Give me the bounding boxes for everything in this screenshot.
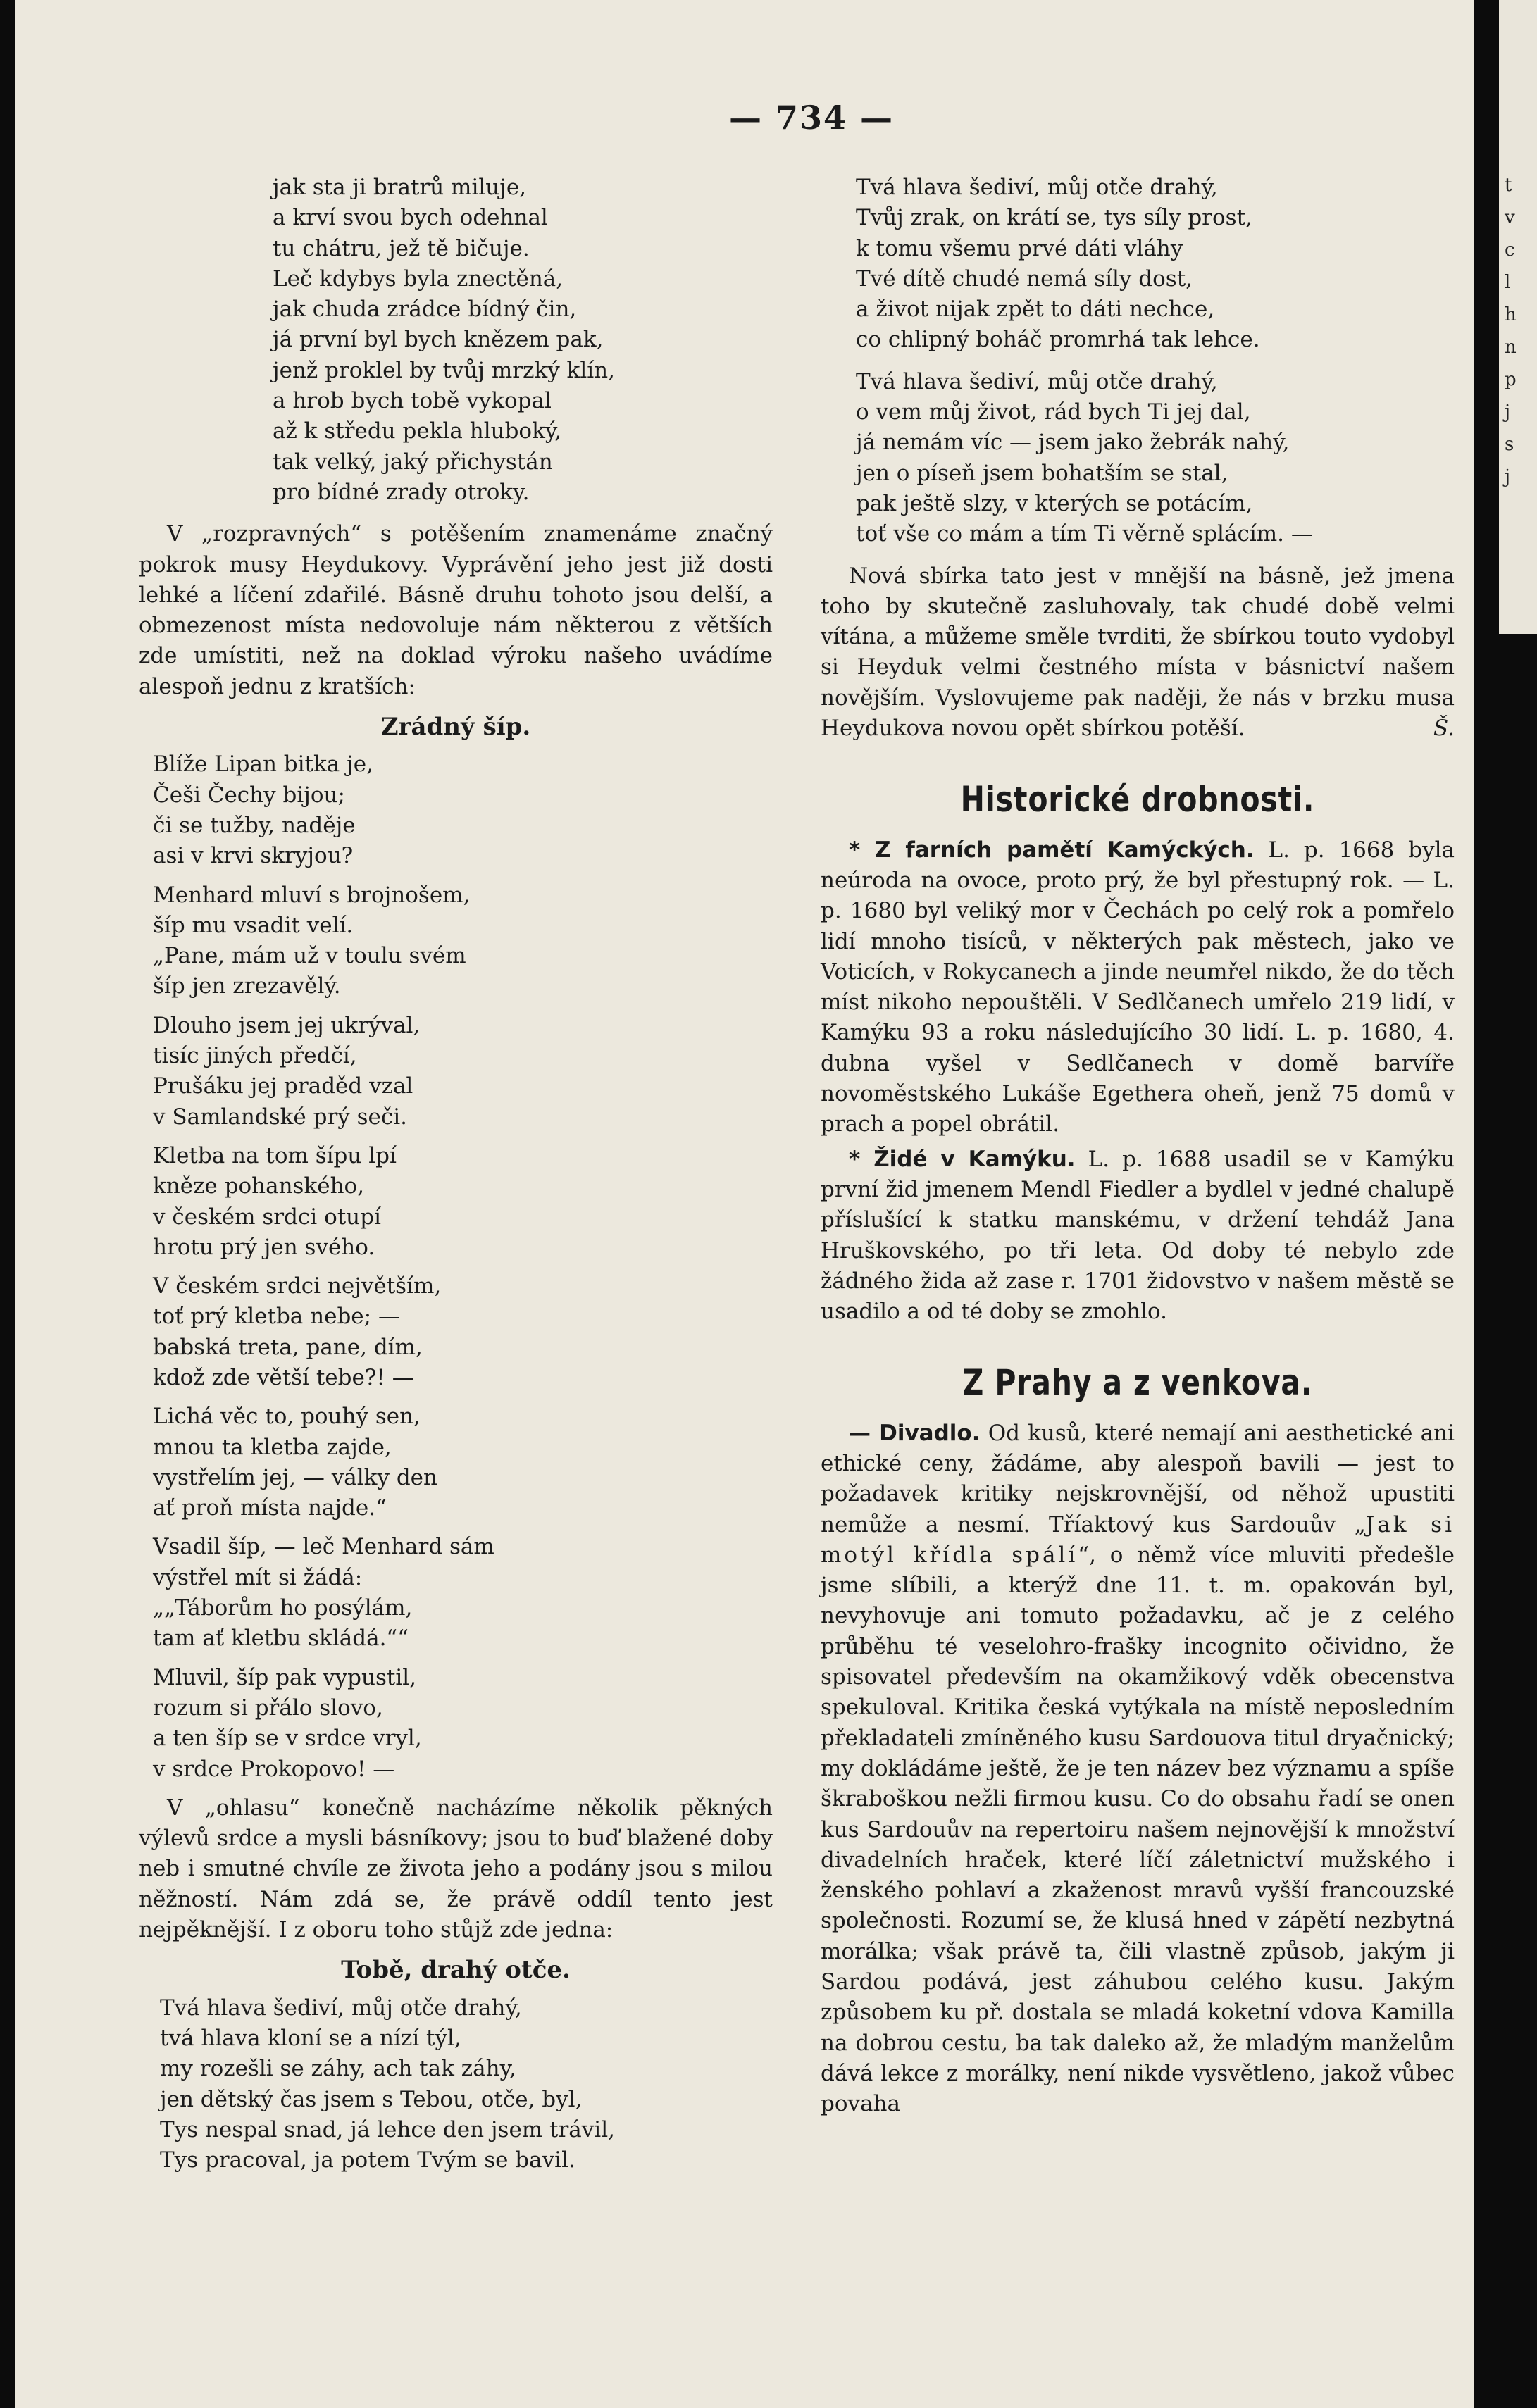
poem-stanza <box>139 1271 773 1393</box>
verse-line: Tys nespal snad, já lehce den jsem trávil, <box>160 2116 615 2142</box>
poem-stanza <box>139 1402 773 1523</box>
poem-continuation <box>821 367 1455 550</box>
poem-stanza <box>139 1663 773 1785</box>
verse-line: „„Táborům ho posýlám, <box>153 1595 413 1621</box>
verse-line: jak sta ji bratrů miluje, <box>273 175 527 200</box>
verse-line: Prušáku jej praděd vzal <box>153 1073 413 1099</box>
verse-line: jen o píseň jsem bohatším se stal, <box>856 460 1228 486</box>
poem-stanza <box>139 1141 773 1263</box>
verse-line: k tomu všemu prvé dáti vláhy <box>856 235 1183 261</box>
right-column <box>821 173 1455 2124</box>
author-signature: Š. <box>1433 716 1455 742</box>
verse-line: šíp mu vsadit velí. <box>153 912 354 938</box>
poem-zradny-sip <box>139 749 773 1785</box>
verse-line: my rozešli se záhy, ach tak záhy, <box>160 2056 516 2082</box>
item-text: L. p. 1668 byla neúroda na ovoce, proto prý, že byl přestupný rok. — L. p. 1680 byl veliký mor v Čechách po celý rok a pomřelo lidí mnoho tisíců, v některých pak městech, jako ve Voticích, v Rokycanech a jinde neumřel nikdo, že do těch míst nikoho nepouštěli. V Sedlčanech umřelo 219 lidí, v Kamýku 93 a roku následujícího 30 lidí. L. p. 1680, 4. dubna vyšel v Sedlčanech v domě barvíře novoměstského Lukáše Egethera oheň, jenž 75 domů v prach a popel obrátil. <box>821 837 1455 1137</box>
verse-line: Češi Čechy bijou; <box>153 782 345 808</box>
verse-line: v českém srdci otupí <box>153 1204 381 1230</box>
verse-line: Tys pracoval, ja potem Tvým se bavil. <box>160 2147 575 2173</box>
verse-line: Tvá hlava šediví, můj otče drahý, <box>856 175 1218 200</box>
play-title: Jak si motýl křídla spálí <box>821 1511 1455 1568</box>
section-heading-z-prahy-a-z-venkova: Z Prahy a z venkova. <box>962 1362 1313 1404</box>
verse-line: Mluvil, šíp pak vypustil, <box>153 1664 417 1690</box>
verse-line: tam ať kletbu skládá.““ <box>153 1626 409 1652</box>
verse-line: a hrob bych tobě vykopal <box>273 388 552 414</box>
verse-line: Vsadil šíp, — leč Menhard sám <box>153 1534 494 1560</box>
verse-line: tvá hlava kloní se a nízí týl, <box>160 2025 461 2051</box>
verse-line: Tvůj zrak, on krátí se, tys síly prost, <box>856 205 1252 231</box>
fragment-letter: p <box>1505 369 1517 390</box>
verse-line: tak velký, jaký přichystán <box>273 449 553 475</box>
poem-stanza <box>139 1011 773 1133</box>
poem-stanza <box>139 1532 773 1654</box>
verse-line: až k středu pekla hluboký, <box>273 418 562 444</box>
verse-line: toť vše co mám a tím Ti věrně splácím. — <box>856 521 1313 547</box>
poem-stanza <box>139 749 773 871</box>
history-item <box>821 835 1455 1140</box>
verse-line: já první byl bych knězem pak, <box>273 327 604 353</box>
verse-line: jak chuda zrádce bídný čin, <box>273 297 577 323</box>
verse-line: jenž proklel by tvůj mrzký klín, <box>273 357 615 383</box>
history-item <box>821 1144 1455 1328</box>
fragment-letter: v <box>1505 207 1515 228</box>
verse-line: tisíc jiných předčí, <box>153 1043 357 1069</box>
verse-line: jen dětský čas jsem s Tebou, otče, byl, <box>160 2086 583 2112</box>
verse-line: Tvá hlava šediví, můj otče drahý, <box>856 368 1218 394</box>
article-text: Od kusů, které nemají ani aesthetické ani ethické ceny, žádáme, aby alespoň bavili — jest to požadavek kritiky nejskrovnější, od něhož upustiti nemůže a nesmí. Tříaktový kus Sardouův „ <box>821 1420 1455 1537</box>
verse-line: či se tužby, naděje <box>153 812 356 838</box>
verse-line: Tvá hlava šediví, můj otče drahý, <box>160 1995 522 2021</box>
verse-line: šíp jen zrezavělý. <box>153 973 341 999</box>
fragment-letter: j <box>1505 466 1511 487</box>
verse-line: co chlipný boháč promrhá tak lehce. <box>856 327 1260 353</box>
review-paragraph <box>821 561 1455 744</box>
verse-line: a krví svou bych odehnal <box>273 205 548 231</box>
article-text: “, o němž více mluviti předešle jsme slíbili, a kterýž dne 11. t. m. opakován byl, nevyhovuje ani tomuto požadavku, ač je z celého průběhu té veselohro-frašky incognito očividno, že spisovatel především na okamžikový vděk obecenstva spekuloval. Kritika česká vytýkala na místě neposledním překladateli zmíněného kusu Sardouova titul dryačnický; my dokládáme ještě, že je ten název bez významu a spíše škraboškou nežli firmou kusu. Co do obsahu řadí se onen kus Sardouův na repertoiru našem nejnovější k množství divadelních hraček, které líčí záletnictví mužského i ženského pohlaví a zkaženost mravů vyšší francouzské společnosti. Rozumí se, že klusá hned v zápětí nezbytná morálka; však právě ta, čili vlastně způsob, jakým ji Sardou podává, jest záhubou celého kusu. Jakým způsobem ku př. dostala se mladá koketní vdova Kamilla na dobrou cestu, ba tak daleko až, že mladým manželům dává lekce z morálky, není nikde vysvětleno, jakož vůbec povaha <box>821 1542 1455 2117</box>
fragment-letter: t <box>1505 175 1512 196</box>
verse-line: toť prý kletba nebe; — <box>153 1304 400 1330</box>
page-number: — 734 — <box>728 99 895 137</box>
verse-line: Kletba na tom šípu lpí <box>153 1142 397 1168</box>
verse-line: „Pane, mám už v toulu svém <box>153 943 466 969</box>
verse-line: já nemám víc — jsem jako žebrák nahý, <box>856 430 1290 456</box>
verse-line: výstřel mít si žádá: <box>153 1564 363 1590</box>
fragment-letter: s <box>1505 434 1514 455</box>
verse-line: kněze pohanského, <box>153 1173 365 1199</box>
review-paragraph: V „rozpravných“ s potěšením znamenáme značný pokrok musy Heydukovy. Vyprávění jeho jest již dosti lehké a líčení zdařilé. Básně druhu tohoto jsou delší, a obmezenost místa nedovoluje nám některou z větších zde umístiti, než na doklad výroku našeho uvádíme alespoň jednu z kratších: <box>139 521 773 699</box>
verse-line: v Samlandské prý seči. <box>153 1104 407 1130</box>
verse-line: asi v krvi skryjou? <box>153 843 354 869</box>
verse-line: v srdce Prokopovo! — <box>153 1756 395 1782</box>
verse-line: kdož zde větší tebe?! — <box>153 1364 414 1390</box>
review-paragraph: V „ohlasu“ konečně nacházíme několik pěkných výlevů srdce a mysli básníkovy; jsou to buď blažené doby neb i smutné chvíle ze života jeho a podány jsou s milou něžností. Nám zdá se, že právě oddíl tento jest nejpěknější. I z oboru toho stůjž zde jedna: <box>139 1795 773 1943</box>
verse-line: vystřelím jej, — války den <box>153 1464 437 1490</box>
review-text: Nová sbírka tato jest v mnější na básně, jež jmena toho by skutečně zasluhovaly, tak chudé době velmi vítána, a můžeme směle tvrditi, že sbírkou touto vydobyl si Heyduk velmi čestného místa v básnictví našem novějším. Vyslovujeme pak naději, že nás v brzku musa Heydukova novou opět sbírkou potěší. <box>821 563 1455 742</box>
verse-line: hrotu prý jen svého. <box>153 1234 375 1260</box>
fragment-letter: l <box>1505 272 1511 293</box>
verse-line: a ten šíp se v srdce vryl, <box>153 1726 422 1752</box>
verse-line: ať proň místa najde.“ <box>153 1495 387 1521</box>
newspaper-page <box>15 0 1474 2408</box>
verse-line: tu chátru, jež tě bičuje. <box>273 235 530 261</box>
verse-line: pro bídné zrady otroky. <box>273 479 530 505</box>
poem-stanza <box>139 880 773 1002</box>
item-text: L. p. 1688 usadil se v Kamýku první žid jmenem Mendl Fiedler a bydlel v jedné chalupě příslušící k statku manskému, v držení tehdáž Jana Hruškovského, po tři leta. Od doby té nebylo zde žádného žida až zase r. 1701 židovstvo v našem městě se usadilo a od té doby se zmohlo. <box>821 1146 1455 1325</box>
verse-line: babská treta, pane, dím, <box>153 1334 423 1360</box>
verse-line: o vem můj život, rád bych Ti jej dal, <box>856 399 1251 425</box>
verse-line: Dlouho jsem jej ukrýval, <box>153 1012 421 1038</box>
verse-line: Tvé dítě chudé nemá síly dost, <box>856 266 1193 292</box>
item-title: * Z farních pamětí Kamýckých. <box>849 837 1255 863</box>
verse-fragment <box>139 173 773 508</box>
verse-line: Lichá věc to, pouhý sen, <box>153 1404 421 1430</box>
item-title: * Židé v Kamýku. <box>849 1146 1076 1172</box>
verse-line: V českém srdci největším, <box>153 1273 442 1299</box>
verse-line: a život nijak zpět to dáti nechce, <box>856 297 1215 323</box>
theatre-article <box>821 1418 1455 2120</box>
fragment-letter: h <box>1505 304 1517 325</box>
fragment-letter: c <box>1505 239 1515 261</box>
left-column <box>139 173 773 2187</box>
poem-continuation <box>821 173 1455 356</box>
poem-title: Zrádný šíp. <box>380 713 531 742</box>
verse-line: Leč kdybys byla znectěná, <box>273 266 564 292</box>
verse-line: mnou ta kletba zajde, <box>153 1434 392 1460</box>
fragment-letter: j <box>1505 401 1511 423</box>
poem-title: Tobě, drahý otče. <box>341 1956 571 1985</box>
fragment-letter: n <box>1505 337 1517 358</box>
poem-tobe-drahy-otce <box>139 1993 773 2176</box>
section-heading-historicke-drobnosti: Historické drobnosti. <box>960 779 1315 821</box>
next-page-fragment <box>1499 0 1537 634</box>
verse-line: pak ještě slzy, v kterých se potácím, <box>856 490 1253 516</box>
article-title: — Divadlo. <box>849 1420 981 1446</box>
verse-line: Menhard mluví s brojnošem, <box>153 882 471 908</box>
verse-line: rozum si přálo slovo, <box>153 1695 383 1721</box>
verse-line: Blíže Lipan bitka je, <box>153 751 373 778</box>
